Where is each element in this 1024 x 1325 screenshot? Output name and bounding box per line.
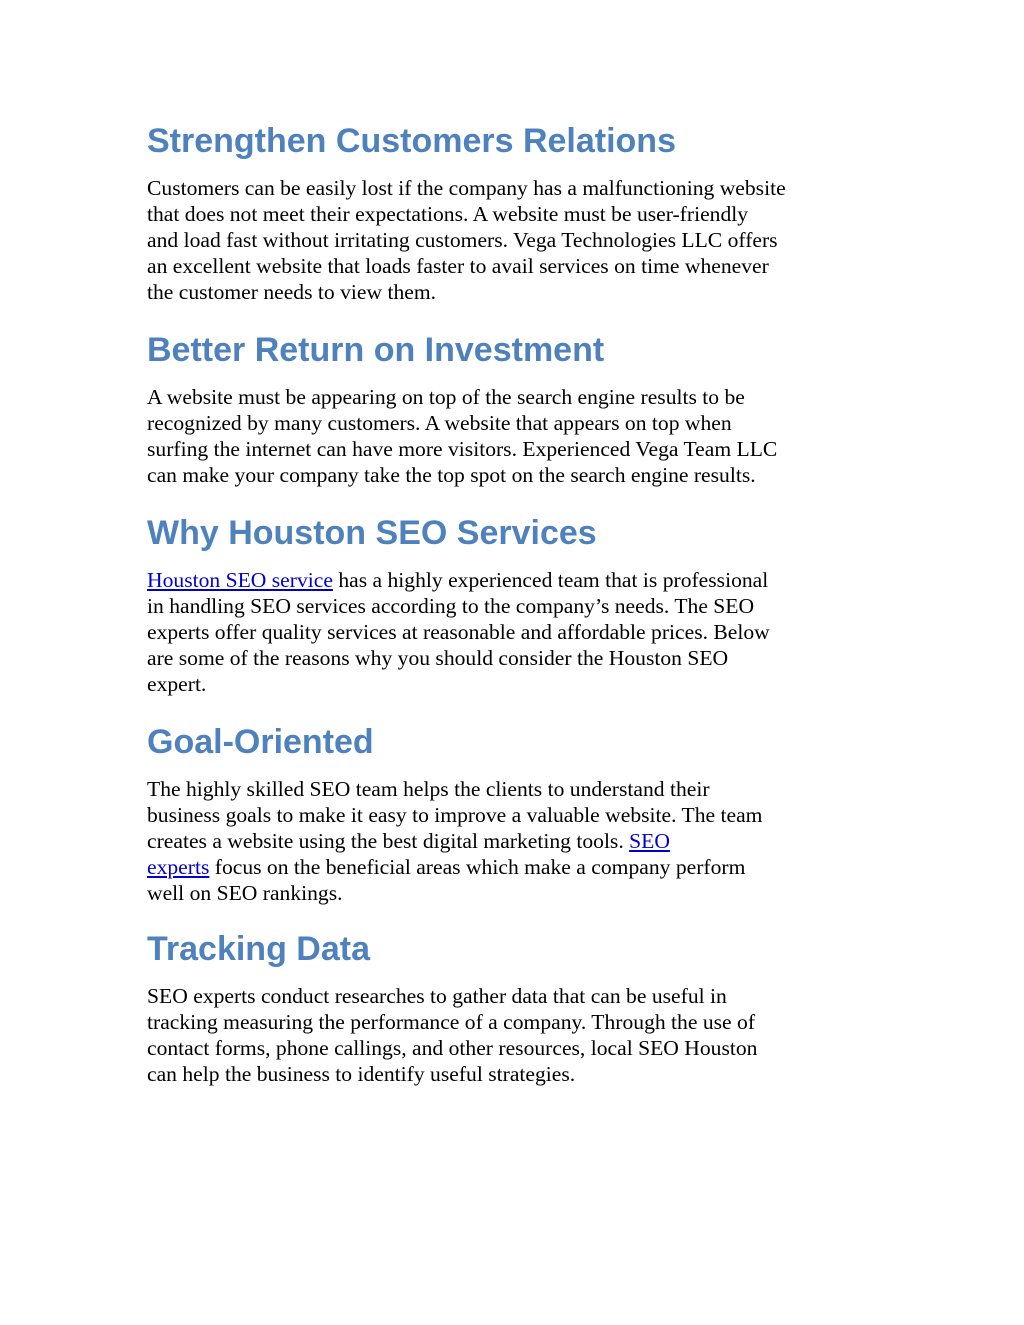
text-line: expert. [147,671,207,696]
text-line: that does not meet their expectations. A website must be user-friendly [147,201,749,226]
text-line: The highly skilled SEO team helps the clients to understand their [147,777,710,801]
heading-tracking-data: Tracking Data [147,930,370,968]
text-line: experts offer quality services at reasonable and affordable prices. Below [147,619,770,644]
text-line: can make your company take the top spot on the search engine results. [147,462,756,487]
text-line: well on SEO rankings. [147,880,343,905]
text-fragment: creates a website using the best digital marketing tools. [147,828,630,853]
text-line: the customer needs to view them. [147,279,437,304]
text-line: recognized by many customers. A website that appears on top when [147,410,732,435]
heading-strengthen-customers-relations: Strengthen Customers Relations [147,122,676,160]
text-line: tracking measuring the performance of a company. Through the use of [147,1009,756,1034]
seo-experts-link-part2[interactable]: experts [147,854,210,879]
text-line: surfing the internet can have more visitors. Experienced Vega Team LLC [147,436,778,461]
text-line: business goals to make it easy to improve a valuable website. The team [147,802,763,827]
heading-better-return-on-investment: Better Return on Investment [147,331,605,369]
heading-why-houston-seo-services: Why Houston SEO Services [147,514,597,552]
section-tracking-data [147,929,887,1088]
paragraph-why-houston-seo-services [147,568,887,698]
paragraph-strengthen-customers-relations [147,176,887,306]
heading-goal-oriented: Goal-Oriented [147,723,374,761]
text-line [147,829,887,855]
text-line: in handling SEO services according to the company’s needs. The SEO [147,593,755,618]
paragraph-tracking-data [147,984,887,1088]
text-line [147,568,887,594]
seo-experts-link-part1[interactable]: SEO [629,828,670,853]
section-strengthen-customers-relations [147,121,887,306]
text-line [147,855,887,881]
paragraph-better-return-on-investment [147,385,887,489]
text-line: SEO experts conduct researches to gather data that can be useful in [147,984,727,1008]
text-fragment: focus on the beneficial areas which make a company perform [209,854,746,879]
text-line: an excellent website that loads faster to avail services on time whenever [147,253,769,278]
houston-seo-service-link[interactable]: Houston SEO service [147,568,333,592]
section-goal-oriented [147,722,887,907]
section-why-houston-seo-services [147,513,887,698]
text-line: can help the business to identify useful strategies. [147,1061,576,1086]
section-better-return-on-investment [147,330,887,489]
text-line: contact forms, phone callings, and other resources, local SEO Houston [147,1035,758,1060]
text-fragment: has a highly experienced team that is professional [332,568,769,592]
text-line: Customers can be easily lost if the company has a malfunctioning website [147,176,786,200]
text-line: are some of the reasons why you should consider the Houston SEO [147,645,729,670]
text-line: and load fast without irritating customers. Vega Technologies LLC offers [147,227,778,252]
text-line: A website must be appearing on top of the search engine results to be [147,385,745,409]
paragraph-goal-oriented [147,777,887,907]
